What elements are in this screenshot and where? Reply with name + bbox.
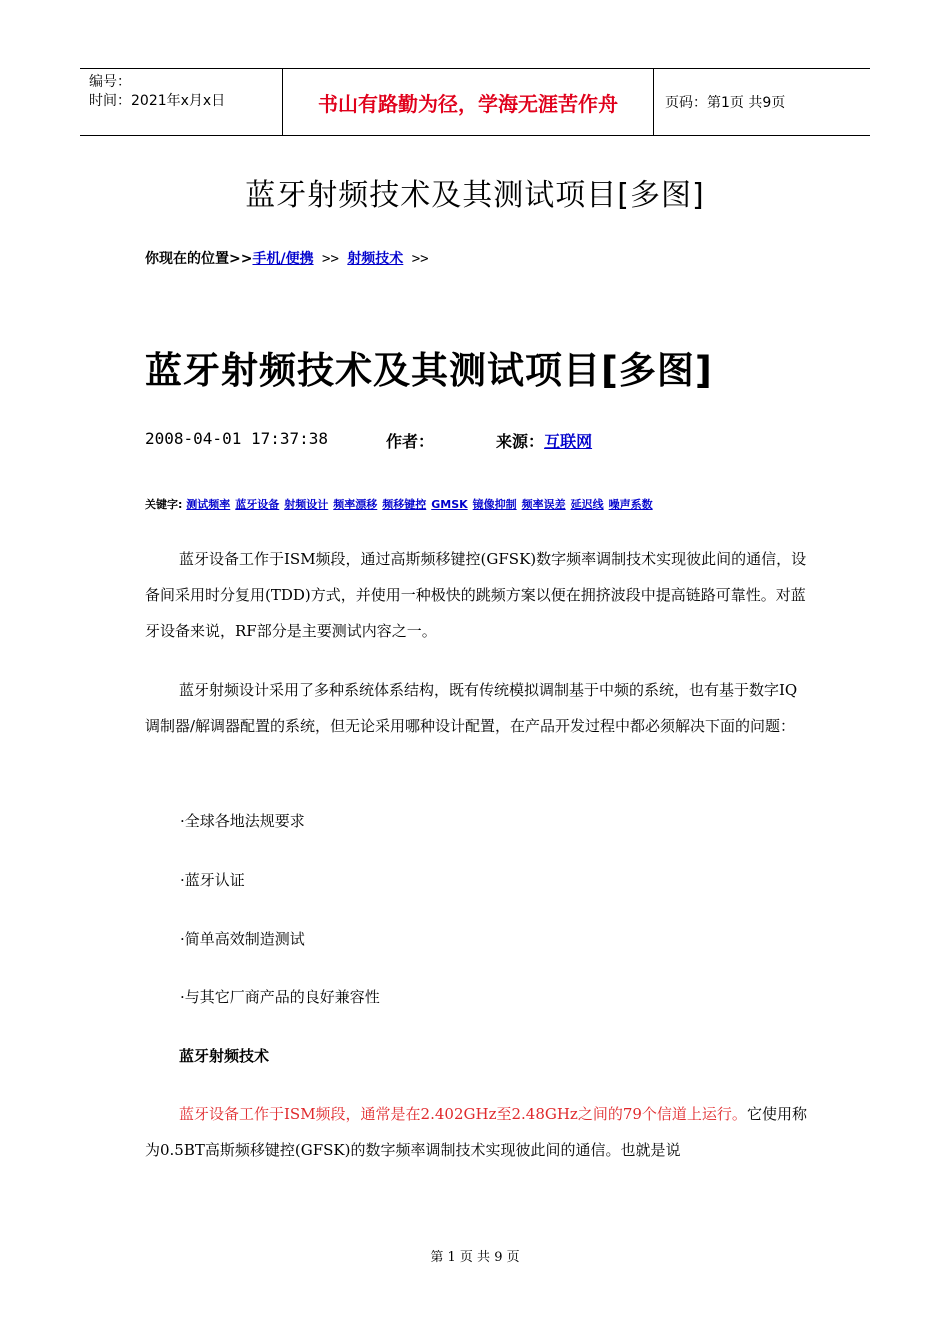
document-title: 蓝牙射频技术及其测试项目[多图] xyxy=(245,178,705,213)
keyword-link[interactable]: 噪声系数 xyxy=(608,498,653,511)
keyword-link[interactable]: GMSK xyxy=(431,498,468,511)
keyword-link[interactable]: 射频设计 xyxy=(284,498,329,511)
header-meta-cell xyxy=(80,69,282,135)
page-footer: 第 1 页 共 9 页 xyxy=(430,1250,520,1265)
breadcrumb xyxy=(145,248,429,268)
document-header xyxy=(80,68,870,136)
header-page-label: 页码：第1页 共9页 xyxy=(665,95,786,111)
author-label: 作者： xyxy=(386,432,435,451)
source-label: 来源： xyxy=(496,432,545,451)
list-item: ·与其它厂商产品的良好兼容性 xyxy=(180,988,380,1006)
keyword-link[interactable]: 延迟线 xyxy=(570,498,604,511)
keyword-link[interactable]: 频率漂移 xyxy=(333,498,378,511)
time-label: 时间：2021年x月x日 xyxy=(89,93,226,109)
keyword-link[interactable]: 测试频率 xyxy=(186,498,231,511)
keywords-label: 关键字: xyxy=(145,498,183,511)
breadcrumb-separator: >> xyxy=(403,251,429,267)
source-link[interactable]: 互联网 xyxy=(544,432,593,451)
keyword-link[interactable]: 镜像抑制 xyxy=(472,498,517,511)
keyword-link[interactable]: 蓝牙设备 xyxy=(235,498,280,511)
section-heading: 蓝牙射频技术 xyxy=(179,1047,270,1065)
keyword-link[interactable]: 频率误差 xyxy=(521,498,566,511)
article-title: 蓝牙射频技术及其测试项目[多图] xyxy=(145,349,713,392)
keyword-link[interactable]: 频移键控 xyxy=(382,498,427,511)
keywords xyxy=(145,496,658,512)
breadcrumb-link-mobile[interactable]: 手机/便携 xyxy=(252,251,314,267)
body-paragraph-3 xyxy=(145,1096,810,1168)
number-label: 编号： xyxy=(89,74,131,90)
list-item: ·简单高效制造测试 xyxy=(180,930,305,948)
breadcrumb-separator: >> xyxy=(313,251,348,267)
breadcrumb-link-rf[interactable]: 射频技术 xyxy=(347,251,404,267)
list-item: ·全球各地法规要求 xyxy=(180,812,305,830)
header-motto: 书山有路勤为径，学海无涯苦作舟 xyxy=(282,69,654,135)
breadcrumb-prefix: 你现在的位置>> xyxy=(145,251,253,267)
article-date: 2008-04-01 17:37:38 xyxy=(145,429,329,448)
paragraph-text: 它使用称为0.5BT高斯频移键控(GFSK)的数字频率调制技术实现彼此间的通信。也就是说 xyxy=(145,1105,807,1159)
body-paragraph-2: 蓝牙射频设计采用了多种系统体系结构，既有传统模拟调制基于中频的系统，也有基于数字IQ调制器/解调器配置的系统，但无论采用哪种设计配置，在产品开发过程中都必须解决下面的问题： xyxy=(145,681,798,735)
list-item: ·蓝牙认证 xyxy=(180,871,245,889)
body-paragraph-1: 蓝牙设备工作于ISM频段，通过高斯频移键控(GFSK)数字频率调制技术实现彼此间的通信，设备间采用时分复用(TDD)方式，并使用一种极快的跳频方案以便在拥挤波段中提高链路可靠性。对蓝牙设备来说，RF部分是主要测试内容之一。 xyxy=(145,550,807,640)
article-meta xyxy=(145,429,592,452)
highlighted-text: 蓝牙设备工作于ISM频段，通常是在2.402GHz至2.48GHz之间的79个信道上运行。 xyxy=(179,1105,747,1123)
